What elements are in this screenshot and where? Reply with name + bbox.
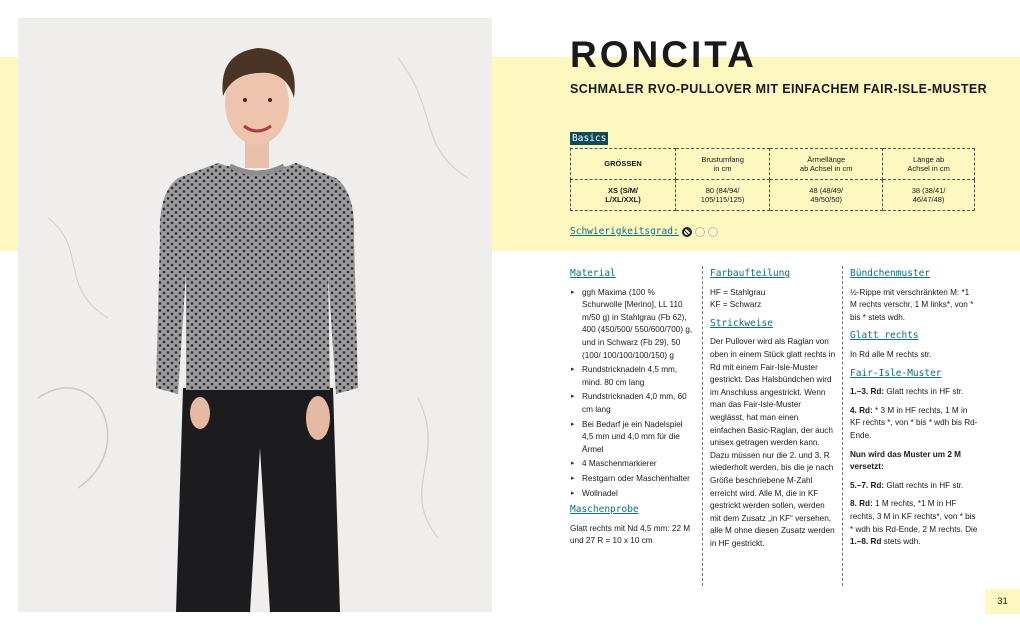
material-column [570, 268, 694, 554]
sizes-header: GRÖSSEN [571, 149, 676, 180]
list-item: ▸ Rundstricknadeln 4,5 mm, mind. 80 cm lang [570, 364, 694, 389]
list-item: ▸ 4 Maschenmarkierer [570, 458, 694, 471]
chest-header: Brustumfang in cm [676, 149, 770, 180]
round-5-7: 5.–7. Rd: Glatt rechts in HF str. [850, 480, 964, 490]
pattern-column [850, 268, 978, 555]
list-item: ▸ ggh Maxima (100 % Schurwolle [Merino], LL 110 m/50 g) in Stahlgrau (Fb 62), 400 (450/500/ 550/600/700) g, und in Schwarz (Fb 29), 50 (100/ 100/100/100/150) g [570, 287, 694, 363]
pattern-subtitle: SCHMALER RVO-PULLOVER MIT EINFACHEM FAIR-ISLE-MUSTER [570, 82, 988, 96]
list-item: ▸ Restgarn oder Maschenhalter [570, 473, 694, 486]
strickweise-text: Der Pullover wird als Raglan von oben in einem Stück glatt rechts in Rd mit einem Fair-Isle-Muster gestrickt. Das Halsbündchen wird im Anschluss angestrickt. Wenn man das Fair-Isle-Muster weglässt, hat man einen einfachen Basic-Raglan, der auch unisex getragen werden kann. Dazu müssen nur die 2. und 3. R wiederholt werden, bis die je nach Größe beschriebene M-Zahl erreicht wird. Alle M, die in KF gestrickt werden sollen, werden mit dem Zusatz „in KF“ versehen, alle M ohne diesen Zusatz werden in HF gestrickt. [710, 337, 836, 548]
column-divider [842, 266, 843, 586]
pattern-title: RONCITA [570, 34, 757, 75]
list-item: ▸ Bei Bedarf je ein Nadelspiel 4,5 mm und 4,0 mm für die Ärmel [570, 419, 694, 457]
strickweise-heading: Strickweise [710, 317, 773, 329]
page-number: 31 [985, 589, 1020, 614]
list-item: ▸ Wollnadel [570, 488, 694, 501]
basics-label: Basics [572, 133, 607, 144]
chest-value: 80 (84/94/ 105/115/125) [676, 180, 770, 211]
farbaufteilung-heading: Farbaufteilung [710, 268, 791, 279]
difficulty-rating [570, 226, 718, 237]
color-key [710, 287, 836, 312]
material-list [570, 287, 694, 501]
material-heading: Material [570, 268, 616, 279]
length-value: 38 (38/41/ 46/47/48) [883, 180, 975, 211]
list-item: ▸ Rundstricknaden 4,0 mm, 60 cm lang [570, 391, 694, 416]
fairisle-heading: Fair-Isle-Muster [850, 367, 942, 379]
contrast-color-text: KF = Schwarz [710, 300, 762, 310]
glatt-heading: Glatt rechts [850, 330, 919, 342]
table-row [571, 149, 975, 180]
main-color-text: HF = Stahlgrau [710, 287, 766, 297]
maschenprobe-text: Glatt rechts mit Nd 4,5 mm: 22 M und 27 R = 10 x 10 cm [570, 523, 691, 546]
sleeve-header: Ärmellänge ab Achsel in cm [770, 149, 883, 180]
yarn-ball-icon [682, 227, 692, 237]
sizes-value: XS (S/M/ L/XL/XXL) [571, 180, 676, 211]
buendchen-heading: Bündchenmuster [850, 268, 931, 279]
sizes-table [570, 148, 975, 211]
length-header: Länge ab Achsel in cm [883, 149, 975, 180]
round-8: 8. Rd: 1 M rechts, *1 M in HF rechts, 3 M in KF rechts*, von * bis * wdh bis Rd-Ende, 2 M rechts. Die 1.–8. Rd stets wdh. [850, 499, 978, 547]
glatt-text: In Rd alle M rechts str. [850, 349, 932, 359]
column-divider [702, 266, 703, 586]
model-photo [18, 18, 492, 612]
round-4: 4. Rd: * 3 M in HF rechts, 1 M in KF rechts *, von * bis * wdh bis Rd-Ende. [850, 405, 978, 440]
sleeve-value: 48 (48/49/ 49/50/50) [770, 180, 883, 211]
buendchen-text: ½-Rippe mit verschränkten M: *1 M rechts verschr, 1 M links*, von * bis * stets wdh. [850, 287, 974, 322]
maschenprobe-heading: Maschenprobe [570, 504, 639, 516]
pattern-shift-note: Nun wird das Muster um 2 M versetzt: [850, 449, 961, 472]
round-1-3: 1.–3. Rd: Glatt rechts in HF str. [850, 387, 964, 397]
yarn-ball-icon [708, 227, 718, 237]
difficulty-label: Schwierigkeitsgrad: [570, 226, 679, 237]
basics-section [570, 128, 608, 146]
table-row [571, 180, 975, 211]
technique-column [710, 268, 836, 556]
yarn-ball-icon [695, 227, 705, 237]
